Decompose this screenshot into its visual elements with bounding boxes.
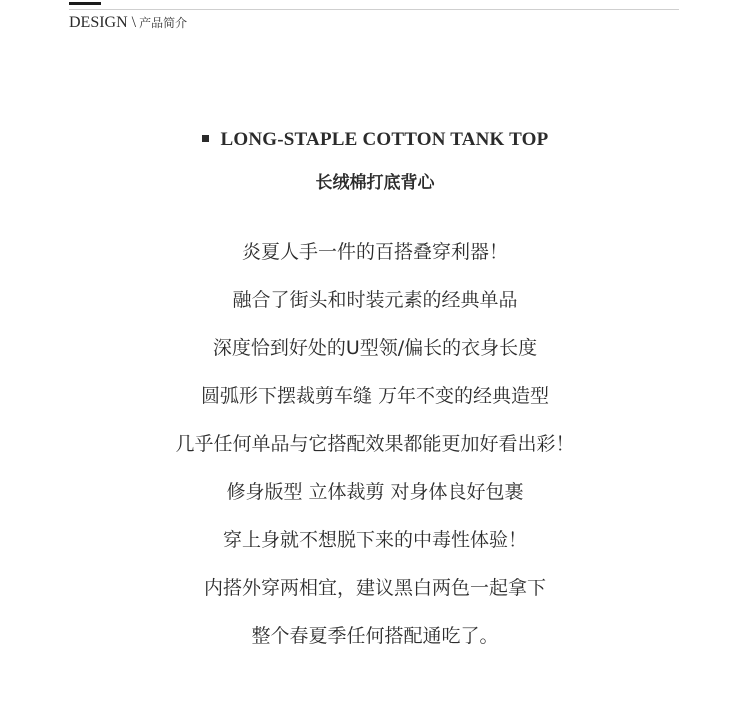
breadcrumb-separator: \ bbox=[131, 14, 137, 31]
product-title-en: LONG-STAPLE COTTON TANK TOP bbox=[220, 129, 549, 150]
breadcrumb-page: 产品简介 bbox=[139, 16, 188, 30]
breadcrumb-section: DESIGN bbox=[69, 14, 128, 31]
description-line: 几乎任何单品与它搭配效果都能更加好看出彩！ bbox=[175, 433, 575, 455]
description-line: 圆弧形下摆裁剪车缝 万年不变的经典造型 bbox=[200, 385, 550, 407]
square-bullet-icon bbox=[202, 135, 209, 142]
product-title-en-row bbox=[0, 128, 750, 152]
description-line: 炎夏人手一件的百搭叠穿利器！ bbox=[241, 241, 508, 263]
description-line: 深度恰到好处的U型领/偏长的衣身长度 bbox=[212, 337, 538, 359]
description-line: 融合了街头和时装元素的经典单品 bbox=[232, 289, 518, 311]
product-title-cn: 长绒棉打底背心 bbox=[315, 173, 435, 193]
breadcrumb bbox=[69, 13, 187, 33]
header-accent-bar bbox=[69, 2, 101, 5]
header-divider bbox=[69, 9, 679, 10]
description-line: 内搭外穿两相宜，建议黑白两色一起拿下 bbox=[203, 577, 546, 599]
product-description bbox=[0, 238, 750, 670]
description-line: 整个春夏季任何搭配通吃了。 bbox=[251, 625, 499, 647]
description-line: 修身版型 立体裁剪 对身体良好包裹 bbox=[226, 481, 524, 503]
description-line: 穿上身就不想脱下来的中毒性体验！ bbox=[222, 529, 527, 551]
